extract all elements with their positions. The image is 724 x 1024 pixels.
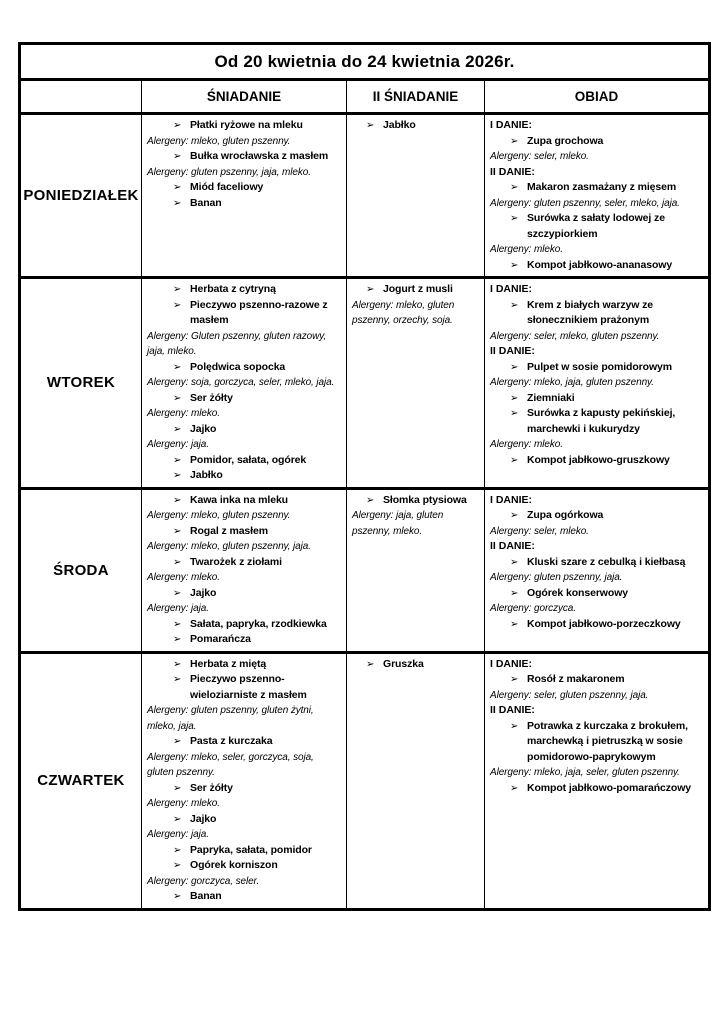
arrow-bullet-icon: ➢ — [173, 634, 182, 645]
menu-item-text: Potrawka z kurczaka z brokułem, marchewką i pietruszką w sosie pomidorowo-paprykowym — [527, 719, 688, 763]
arrow-bullet-icon: ➢ — [173, 392, 182, 404]
menu-item-text: Herbata z cytryną — [190, 283, 276, 295]
menu-item-text: Ser żółty — [190, 781, 233, 794]
menu-item-text: Jajko — [190, 586, 217, 599]
menu-item-text: Słomka ptysiowa — [383, 493, 467, 506]
day-label: WTOREK — [20, 278, 142, 489]
allergens-note: Alergeny: jaja, gluten pszenny, mleko. — [352, 510, 444, 537]
arrow-bullet-icon: ➢ — [173, 299, 182, 311]
allergens-note: Alergeny: mleko, jaja, seler, gluten pszenny. — [490, 767, 680, 778]
menu-cell-dinner — [485, 488, 710, 652]
allergens-note: Alergeny: mleko, seler, gorczyca, soja, gluten pszenny. — [147, 751, 314, 778]
course-label: II DANIE: — [490, 704, 535, 716]
arrow-bullet-icon: ➢ — [173, 454, 182, 466]
allergens-note: Alergeny: gluten pszenny, jaja. — [490, 572, 623, 583]
arrow-bullet-icon: ➢ — [510, 587, 519, 599]
allergens-note: Alergeny: gorczyca, seler. — [147, 875, 260, 887]
arrow-bullet-icon: ➢ — [510, 408, 519, 419]
course-label: II DANIE: — [490, 345, 535, 357]
arrow-bullet-icon: ➢ — [366, 658, 375, 670]
arrow-bullet-icon: ➢ — [173, 736, 182, 747]
allergens-note: Alergeny: mleko. — [147, 572, 220, 583]
allergens-note: Alergeny: seler, gluten pszenny, jaja. — [490, 689, 649, 701]
arrow-bullet-icon: ➢ — [510, 454, 519, 466]
menu-item-text: Kompot jabłkowo-porzeczkowy — [527, 617, 681, 630]
menu-item-text: Banan — [190, 890, 222, 902]
menu-table-body — [20, 114, 710, 910]
menu-item-text: Jajko — [190, 422, 217, 435]
allergens-note: Alergeny: soja, gorczyca, seler, mleko, jaja. — [147, 377, 335, 388]
menu-item — [489, 781, 704, 797]
allergens-note: Alergeny: seler, mleko. — [490, 525, 589, 537]
menu-item — [489, 508, 704, 524]
menu-item — [146, 555, 342, 571]
menu-item-text: Polędwica sopocka — [190, 360, 286, 373]
menu-item-text: Herbata z miętą — [190, 657, 267, 670]
menu-item — [146, 118, 342, 134]
menu-item — [489, 672, 704, 688]
menu-item — [489, 298, 704, 329]
column-header-dinner: OBIAD — [485, 80, 710, 114]
menu-item-text: Zupa ogórkowa — [527, 509, 604, 521]
course-label: I DANIE: — [490, 493, 532, 506]
menu-item — [146, 672, 342, 703]
menu-item — [489, 211, 704, 242]
course-label: I DANIE: — [490, 657, 532, 670]
allergens-note: Alergeny: mleko, gluten pszenny. — [147, 510, 291, 521]
menu-item — [146, 617, 342, 633]
menu-item — [146, 657, 342, 673]
arrow-bullet-icon: ➢ — [366, 120, 375, 131]
allergens-note: Alergeny: mleko. — [147, 798, 220, 809]
menu-item — [146, 391, 342, 407]
menu-item — [146, 858, 342, 874]
arrow-bullet-icon: ➢ — [173, 556, 182, 568]
arrow-bullet-icon: ➢ — [173, 618, 182, 630]
menu-item-text: Zupa grochowa — [527, 134, 604, 147]
allergens-note: Alergeny: jaja. — [147, 829, 209, 840]
arrow-bullet-icon: ➢ — [173, 494, 182, 506]
menu-item-text: Jajko — [190, 812, 217, 825]
arrow-bullet-icon: ➢ — [173, 782, 182, 794]
arrow-bullet-icon: ➢ — [173, 151, 182, 162]
allergens-note: Alergeny: mleko, jaja, gluten pszenny. — [490, 377, 654, 388]
arrow-bullet-icon: ➢ — [510, 361, 519, 373]
menu-item — [351, 493, 480, 509]
menu-item — [146, 889, 342, 905]
menu-item-text: Pieczywo pszenno-razowe z masłem — [190, 298, 328, 326]
arrow-bullet-icon: ➢ — [173, 120, 182, 131]
menu-item — [489, 360, 704, 376]
menu-cell-breakfast — [142, 114, 347, 278]
arrow-bullet-icon: ➢ — [173, 844, 182, 856]
menu-item — [489, 180, 704, 196]
arrow-bullet-icon: ➢ — [510, 135, 519, 147]
arrow-bullet-icon: ➢ — [510, 213, 519, 224]
arrow-bullet-icon: ➢ — [173, 361, 182, 373]
menu-item-text: Kompot jabłkowo-pomarańczowy — [527, 781, 692, 794]
allergens-note: Alergeny: gluten pszenny, jaja, mleko. — [147, 166, 311, 178]
menu-item — [146, 781, 342, 797]
menu-item-text: Pomarańcza — [190, 633, 251, 645]
menu-item-text: Krem z białych warzyw ze słonecznikiem prażonym — [527, 298, 653, 326]
menu-item-text: Ziemniaki — [527, 391, 575, 404]
menu-item — [146, 453, 342, 469]
arrow-bullet-icon: ➢ — [173, 197, 182, 209]
arrow-bullet-icon: ➢ — [173, 658, 182, 670]
page-title: Od 20 kwietnia do 24 kwietnia 2026r. — [20, 44, 710, 80]
arrow-bullet-icon: ➢ — [173, 860, 182, 871]
menu-item-text: Kawa inka na mleku — [190, 493, 288, 506]
menu-item-text: Surówka z sałaty lodowej ze szczypiorkiem — [527, 212, 665, 240]
menu-item-text: Papryka, sałata, pomidor — [190, 843, 312, 856]
menu-item — [489, 258, 704, 274]
menu-item — [146, 282, 342, 298]
menu-cell-breakfast — [142, 652, 347, 909]
day-row — [20, 278, 710, 489]
arrow-bullet-icon: ➢ — [510, 299, 519, 311]
day-row — [20, 652, 710, 909]
menu-item-text: Kompot jabłkowo-ananasowy — [527, 258, 673, 271]
menu-item-text: Miód faceliowy — [190, 181, 264, 193]
allergens-note: Alergeny: mleko. — [490, 244, 563, 255]
allergens-note: Alergeny: seler, mleko. — [490, 151, 589, 162]
menu-cell-second-breakfast — [347, 488, 485, 652]
day-row — [20, 114, 710, 278]
menu-item-text: Banan — [190, 196, 222, 209]
arrow-bullet-icon: ➢ — [510, 510, 519, 521]
menu-item-text: Kluski szare z cebulką i kiełbasą — [527, 555, 686, 568]
arrow-bullet-icon: ➢ — [366, 284, 375, 295]
menu-item-text: Gruszka — [383, 657, 424, 670]
course-label: I DANIE: — [490, 119, 532, 131]
menu-item-text: Płatki ryżowe na mleku — [190, 119, 303, 131]
menu-item-text: Bułka wrocławska z masłem — [190, 150, 329, 162]
allergens-note: Alergeny: Gluten pszenny, gluten razowy, jaja, mleko. — [147, 330, 327, 357]
menu-cell-dinner — [485, 652, 710, 909]
allergens-note: Alergeny: gluten pszenny, gluten żytni, mleko, jaja. — [147, 705, 314, 732]
menu-cell-second-breakfast — [347, 652, 485, 909]
day-row — [20, 488, 710, 652]
allergens-note: Alergeny: seler, mleko, gluten pszenny. — [490, 330, 660, 342]
arrow-bullet-icon: ➢ — [510, 674, 519, 685]
menu-item — [489, 555, 704, 571]
menu-item-text: Jogurt z musli — [383, 283, 453, 295]
arrow-bullet-icon: ➢ — [510, 618, 519, 630]
arrow-bullet-icon: ➢ — [173, 182, 182, 193]
arrow-bullet-icon: ➢ — [510, 782, 519, 794]
day-label: CZWARTEK — [20, 652, 142, 909]
menu-item — [489, 453, 704, 469]
menu-item-text: Pulpet w sosie pomidorowym — [527, 360, 673, 373]
menu-cell-second-breakfast — [347, 278, 485, 489]
menu-cell-breakfast — [142, 278, 347, 489]
arrow-bullet-icon: ➢ — [366, 494, 375, 506]
weekly-menu-table — [18, 42, 711, 911]
arrow-bullet-icon: ➢ — [173, 284, 182, 295]
column-header-row — [20, 80, 710, 114]
menu-item-text: Pomidor, sałata, ogórek — [190, 453, 307, 466]
column-header-second-breakfast: II ŚNIADANIE — [347, 80, 485, 114]
allergens-note: Alergeny: gorczyca. — [490, 603, 576, 614]
allergens-note: Alergeny: gluten pszenny, seler, mleko, jaja. — [490, 197, 680, 209]
menu-item — [146, 149, 342, 165]
arrow-bullet-icon: ➢ — [510, 556, 519, 568]
menu-item-text: Twarożek z ziołami — [190, 555, 282, 568]
course-label: II DANIE: — [490, 165, 535, 178]
day-column-header — [20, 80, 142, 114]
allergens-note: Alergeny: mleko, gluten pszenny, jaja. — [147, 541, 311, 552]
menu-item-text: Pasta z kurczaka — [190, 735, 273, 747]
menu-item — [146, 196, 342, 212]
menu-item-text: Sałata, papryka, rzodkiewka — [190, 617, 327, 630]
menu-item-text: Makaron zasmażany z mięsem — [527, 181, 677, 193]
menu-item-text: Rogal z masłem — [190, 524, 268, 537]
menu-item — [146, 493, 342, 509]
menu-item — [146, 468, 342, 484]
menu-cell-dinner — [485, 278, 710, 489]
menu-cell-breakfast — [142, 488, 347, 652]
allergens-note: Alergeny: jaja. — [147, 439, 209, 450]
arrow-bullet-icon: ➢ — [173, 423, 182, 435]
course-label: II DANIE: — [490, 540, 535, 552]
menu-item-text: Jabłko — [190, 469, 223, 481]
allergens-note: Alergeny: jaja. — [147, 603, 209, 614]
allergens-note: Alergeny: mleko, gluten pszenny, orzechy, soja. — [352, 299, 455, 326]
menu-item — [146, 632, 342, 648]
column-header-breakfast: ŚNIADANIE — [142, 80, 347, 114]
arrow-bullet-icon: ➢ — [173, 813, 182, 825]
menu-item — [146, 298, 342, 329]
day-label: ŚRODA — [20, 488, 142, 652]
menu-item — [146, 843, 342, 859]
menu-item — [146, 586, 342, 602]
arrow-bullet-icon: ➢ — [173, 891, 182, 902]
menu-item — [489, 134, 704, 150]
menu-item-text: Pieczywo pszenno-wieloziarniste z masłem — [190, 673, 307, 701]
menu-item-text: Rosół z makaronem — [527, 673, 625, 685]
arrow-bullet-icon: ➢ — [510, 392, 519, 404]
menu-item — [489, 617, 704, 633]
menu-item — [146, 360, 342, 376]
menu-item — [146, 734, 342, 750]
menu-item-text: Jabłko — [383, 119, 416, 131]
menu-item — [146, 524, 342, 540]
menu-item-text: Ogórek konserwowy — [527, 586, 628, 599]
course-label: I DANIE: — [490, 283, 532, 295]
arrow-bullet-icon: ➢ — [510, 182, 519, 193]
allergens-note: Alergeny: mleko. — [147, 408, 220, 419]
menu-item — [489, 406, 704, 437]
menu-item — [351, 657, 480, 673]
menu-item-text: Kompot jabłkowo-gruszkowy — [527, 453, 670, 466]
allergens-note: Alergeny: mleko. — [490, 439, 563, 450]
menu-cell-dinner — [485, 114, 710, 278]
menu-item — [489, 586, 704, 602]
title-row — [20, 44, 710, 80]
menu-item — [146, 180, 342, 196]
arrow-bullet-icon: ➢ — [510, 720, 519, 732]
arrow-bullet-icon: ➢ — [173, 525, 182, 537]
arrow-bullet-icon: ➢ — [510, 259, 519, 271]
menu-item-text: Ser żółty — [190, 391, 233, 404]
arrow-bullet-icon: ➢ — [173, 587, 182, 599]
menu-item — [351, 282, 480, 298]
menu-item — [351, 118, 480, 134]
arrow-bullet-icon: ➢ — [173, 470, 182, 481]
menu-item-text: Ogórek korniszon — [190, 859, 278, 871]
menu-item — [146, 422, 342, 438]
day-label: PONIEDZIAŁEK — [20, 114, 142, 278]
menu-item — [489, 719, 704, 766]
menu-item — [489, 391, 704, 407]
menu-cell-second-breakfast — [347, 114, 485, 278]
menu-item — [146, 812, 342, 828]
menu-item-text: Surówka z kapusty pekińskiej, marchewki i kukurydzy — [527, 407, 676, 435]
arrow-bullet-icon: ➢ — [173, 674, 182, 685]
allergens-note: Alergeny: mleko, gluten pszenny. — [147, 135, 291, 147]
